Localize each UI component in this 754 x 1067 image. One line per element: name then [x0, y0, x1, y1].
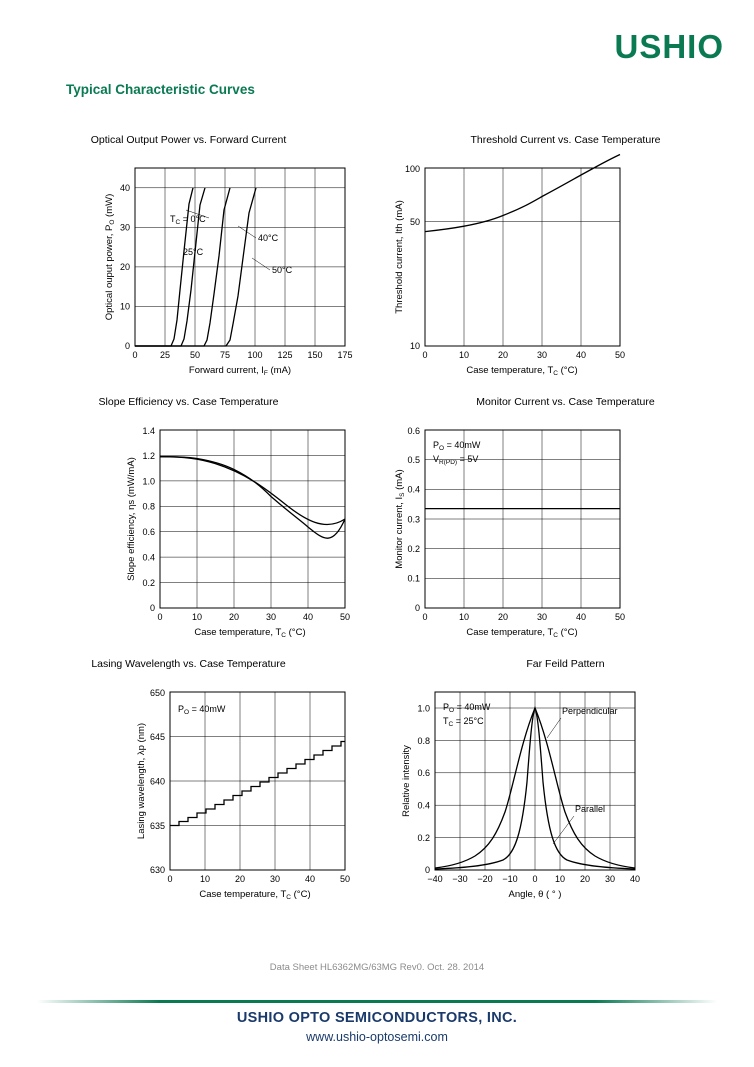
- svg-text:40°C: 40°C: [258, 233, 279, 243]
- svg-text:20: 20: [497, 612, 509, 622]
- svg-text:0.4: 0.4: [407, 484, 420, 495]
- svg-text:Case temperature, TC (°C): Case temperature, $T_C$ (°C): [466, 365, 578, 377]
- chart-title: Threshold Current vs. Case Temperature: [470, 134, 661, 146]
- svg-text:−40: −40: [427, 874, 443, 884]
- svg-text:0.3: 0.3: [407, 514, 420, 525]
- chart-monitor-current: [377, 392, 754, 654]
- svg-text:0: 0: [124, 341, 130, 351]
- svg-text:25°C: 25°C: [183, 247, 204, 257]
- svg-text:40: 40: [119, 183, 130, 193]
- ushio-logo: USHIO: [614, 28, 724, 65]
- svg-text:10: 10: [199, 874, 211, 884]
- svg-text:20: 20: [119, 262, 130, 272]
- company-name: USHIO OPTO SEMICONDUCTORS, INC.: [236, 1010, 518, 1026]
- chart-title: Slope Efficiency vs. Case Temperature: [98, 396, 279, 408]
- svg-text:0.1: 0.1: [407, 573, 420, 584]
- svg-text:125: 125: [277, 350, 293, 360]
- svg-text:30: 30: [536, 350, 548, 360]
- svg-text:0: 0: [422, 350, 428, 360]
- chart-title: Optical Output Power vs. Forward Current: [90, 134, 287, 146]
- chart-threshold-current: [377, 130, 754, 392]
- svg-text:0: 0: [414, 603, 420, 613]
- chart-far-field-pattern: [377, 654, 754, 916]
- svg-text:Slope efficiency, ηs (mW/mA): Slope efficiency, ηs (mW/mA): [126, 457, 137, 581]
- svg-text:10: 10: [554, 874, 566, 884]
- svg-text:1.4: 1.4: [142, 426, 155, 436]
- svg-text:−10: −10: [502, 874, 518, 884]
- svg-text:Optical ouput power, PO (mW): Optical ouput power, $P_O$ (mW): [104, 193, 116, 321]
- svg-text:10: 10: [191, 612, 203, 622]
- charts-container: [0, 130, 754, 916]
- company-website[interactable]: www.ushio-optosemi.com: [306, 1030, 448, 1044]
- svg-text:0.6: 0.6: [142, 527, 155, 537]
- svg-text:20: 20: [234, 874, 246, 884]
- svg-text:0: 0: [132, 350, 138, 360]
- svg-text:1.2: 1.2: [142, 451, 155, 461]
- svg-text:100: 100: [247, 350, 263, 360]
- svg-text:20: 20: [497, 350, 509, 360]
- svg-text:20: 20: [228, 612, 240, 622]
- chart-row-1: [0, 130, 754, 392]
- svg-text:VR(PD) = 5V: $V_{R(PD)} = 5V$: [433, 454, 479, 466]
- chart-row-3: [0, 654, 754, 916]
- svg-text:40: 40: [575, 350, 587, 360]
- chart-lasing-wavelength: [0, 654, 377, 916]
- svg-text:630: 630: [149, 865, 165, 875]
- svg-text:0.8: 0.8: [417, 736, 430, 746]
- svg-text:50: 50: [339, 874, 351, 884]
- svg-text:30: 30: [604, 874, 616, 884]
- svg-text:0: 0: [167, 874, 173, 884]
- svg-text:100: 100: [404, 164, 420, 174]
- svg-text:75: 75: [219, 350, 231, 360]
- svg-text:50: 50: [339, 612, 351, 622]
- svg-text:0: 0: [532, 874, 538, 884]
- svg-text:150: 150: [307, 350, 323, 360]
- svg-text:40: 40: [575, 612, 587, 622]
- svg-text:645: 645: [149, 732, 165, 742]
- svg-text:175: 175: [337, 350, 353, 360]
- svg-text:50: 50: [614, 612, 626, 622]
- datasheet-note: Data Sheet HL6362MG/63MG Rev0. Oct. 28. 2014: [269, 962, 485, 973]
- svg-text:0.6: 0.6: [407, 426, 420, 436]
- svg-text:50: 50: [189, 350, 201, 360]
- svg-text:30: 30: [536, 612, 548, 622]
- svg-text:Case temperature, TC (°C): Case temperature, $T_C$ (°C): [199, 889, 311, 901]
- svg-text:650: 650: [149, 688, 165, 698]
- svg-text:−20: −20: [477, 874, 493, 884]
- svg-text:30: 30: [265, 612, 277, 622]
- chart-title: Lasing Wavelength vs. Case Temperature: [91, 658, 286, 670]
- svg-text:Parallel: Parallel: [575, 804, 606, 814]
- svg-text:PO = 40mW: $P_O = 40mW$: [433, 440, 481, 452]
- svg-text:40: 40: [304, 874, 316, 884]
- svg-text:0: 0: [157, 612, 163, 622]
- svg-text:0.2: 0.2: [407, 544, 420, 554]
- svg-text:10: 10: [409, 341, 420, 351]
- svg-text:40: 40: [629, 874, 641, 884]
- svg-text:50°C: 50°C: [272, 265, 293, 275]
- svg-text:50: 50: [614, 350, 626, 360]
- svg-text:0.2: 0.2: [142, 578, 155, 588]
- svg-text:0: 0: [424, 865, 430, 875]
- svg-text:Threshold current, Ith (mA): Threshold current, Ith (mA): [394, 200, 405, 314]
- svg-text:Angle, θ ( ° ): Angle, θ ( ° ): [508, 889, 562, 900]
- svg-text:25: 25: [159, 350, 171, 360]
- svg-text:1.0: 1.0: [417, 703, 430, 714]
- chart-optical-output-power: [0, 130, 377, 392]
- svg-text:0.4: 0.4: [417, 800, 430, 811]
- svg-text:0: 0: [149, 603, 155, 613]
- svg-text:Perpendicular: Perpendicular: [562, 706, 618, 716]
- svg-text:Case temperature, TC (°C): Case temperature, $T_C$ (°C): [194, 627, 306, 639]
- svg-text:30: 30: [119, 222, 130, 233]
- svg-text:50: 50: [409, 217, 420, 227]
- svg-text:TC = 25°C: $T_C = 25^\circ C$: [443, 716, 484, 728]
- svg-text:0.2: 0.2: [417, 833, 430, 843]
- svg-text:40: 40: [302, 612, 314, 622]
- svg-text:640: 640: [149, 776, 165, 787]
- svg-text:1.0: 1.0: [142, 476, 155, 487]
- svg-text:10: 10: [458, 350, 470, 360]
- svg-text:Case temperature, TC (°C): Case temperature, $T_C$ (°C): [466, 627, 578, 639]
- svg-text:Lasing wavelength, λp (nm): Lasing wavelength, λp (nm): [136, 722, 147, 840]
- svg-text:635: 635: [149, 821, 165, 831]
- svg-text:30: 30: [269, 874, 281, 884]
- chart-title: Monitor Current vs. Case Temperature: [476, 396, 655, 408]
- svg-text:PO = 40mW: $P_O = 40mW$: [443, 702, 491, 714]
- svg-text:0.4: 0.4: [142, 552, 155, 563]
- page-title: Typical Characteristic Curves: [66, 82, 255, 97]
- svg-text:0: 0: [422, 612, 428, 622]
- svg-text:0.6: 0.6: [417, 768, 430, 778]
- chart-title: Far Feild Pattern: [526, 658, 605, 670]
- svg-text:0.8: 0.8: [142, 501, 155, 512]
- svg-text:Forward current, IF (mA): Forward current, $I_F$ (mA): [188, 365, 292, 377]
- svg-text:20: 20: [579, 874, 591, 884]
- svg-text:−30: −30: [452, 874, 468, 884]
- svg-text:TC = 0°C: $T_C = 0^\circ C$: [170, 214, 206, 226]
- svg-text:10: 10: [119, 301, 130, 312]
- svg-text:10: 10: [458, 612, 470, 622]
- chart-row-2: [0, 392, 754, 654]
- svg-text:PO = 40mW: $P_O = 40mW$: [178, 704, 226, 716]
- footer-divider: [37, 1000, 717, 1003]
- svg-text:0.5: 0.5: [407, 455, 420, 465]
- svg-text:Monitor current, IS (mA): Monitor current, $I_S$ (mA): [394, 469, 406, 569]
- chart-slope-efficiency: [0, 392, 377, 654]
- svg-text:Relative intensity: Relative intensity: [401, 745, 412, 817]
